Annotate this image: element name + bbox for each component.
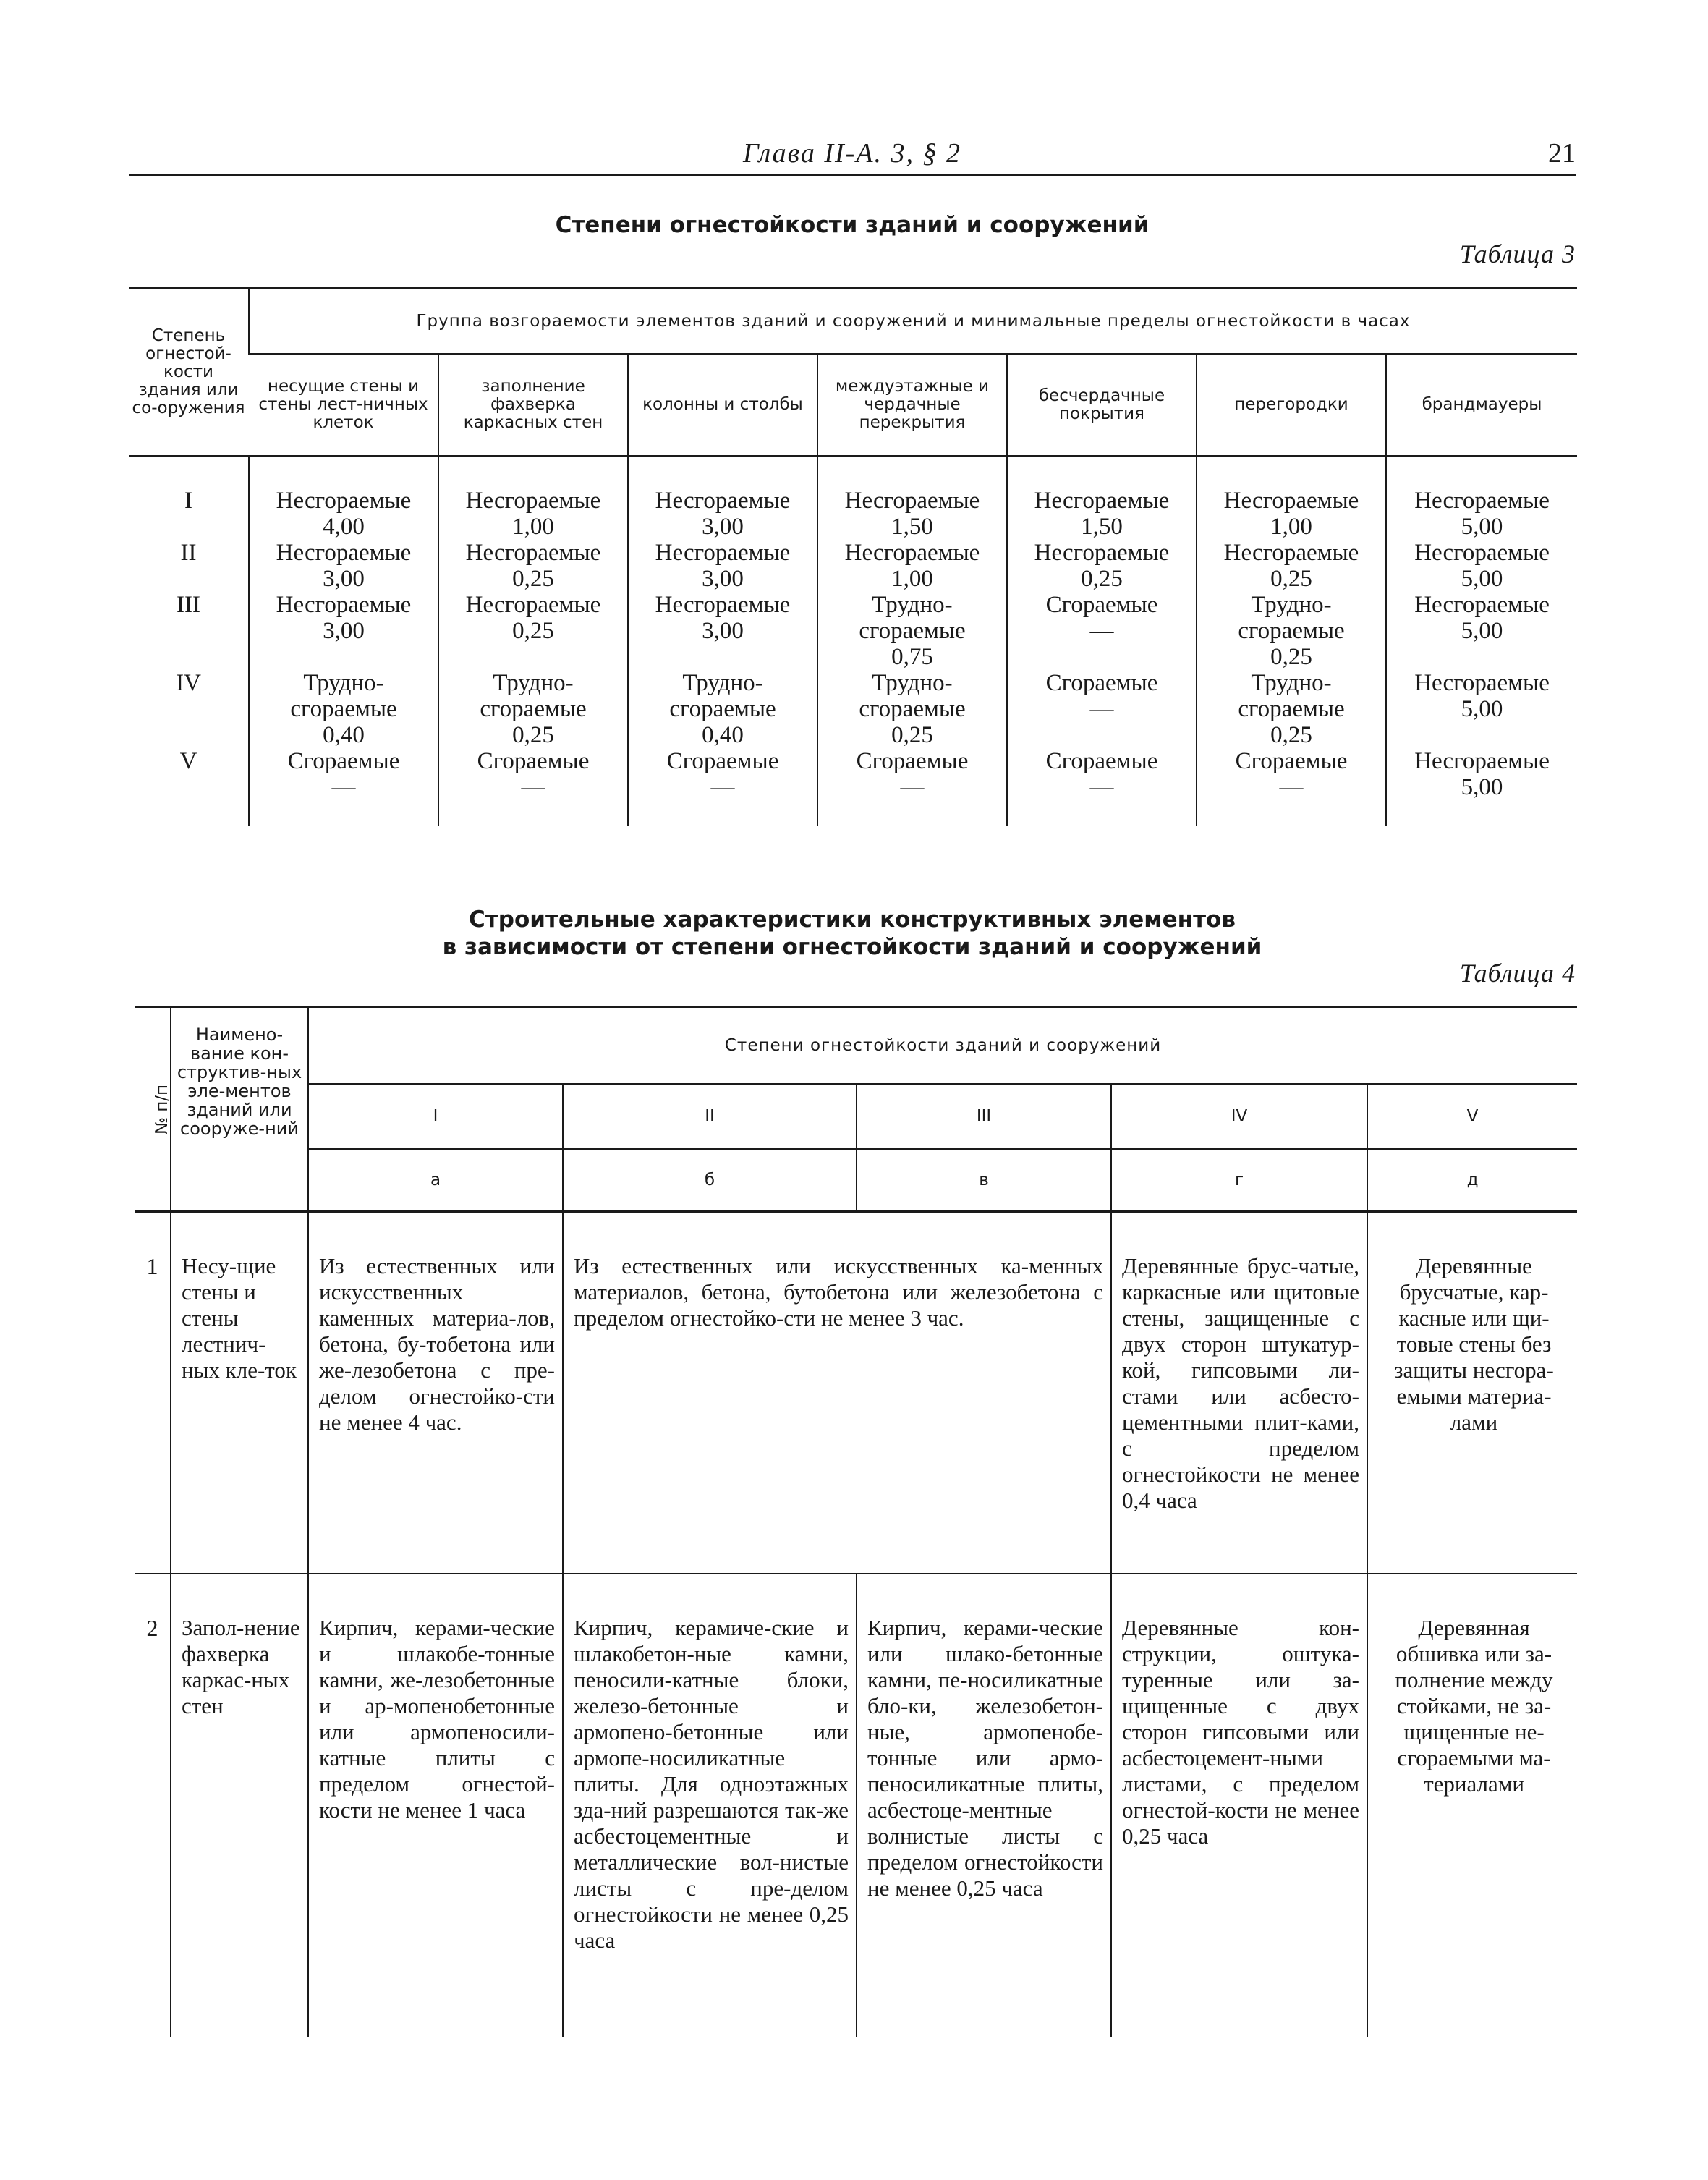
table-row (129, 748, 1577, 826)
table4-letter-header: д (1367, 1149, 1577, 1212)
requirement-cell: Деревянные кон-струкции, оштука-туренные или за-щищенные с двух сторон гипсовыми или асбестоцемент-ными листами, с пределом огнестой-кости не менее 0,25 часа (1111, 1574, 1367, 2037)
requirement-cell: Кирпич, керами-ческие или шлако-бетонные камни, пе-носиликатные бло-ки, железобетон-ные, армопенобе-тонные или армо-пеносиликатные плиты, асбестоце-ментные волнистые листы с пределом огнестойкости не менее 0,25 часа (857, 1574, 1111, 2037)
fire-rating-cell: Несгораемые 1,50 (1007, 457, 1197, 540)
table-row (129, 592, 1577, 670)
table4-degree-header: I (308, 1084, 563, 1149)
fire-rating-cell: Трудно- сгораемые 0,25 (1197, 592, 1386, 670)
table3-body (129, 457, 1577, 827)
table3-column-header: брандмауеры (1386, 354, 1577, 457)
row-number: 1 (135, 1212, 171, 1574)
requirement-cell: Кирпич, керамиче-ские и шлакобетон-ные камни, пеносили-катные блоки, железо-бетонные и армопено-бетонные или армопе-носиликатные плиты. Для одноэтажных зда-ний разрешаются так-же асбестоцементные и металлические вол-нистые листы с пре-делом огнестойкости не менее 0,25 часа (563, 1574, 857, 2037)
table4-letter-header: в (857, 1149, 1111, 1212)
table4-title-line1: Строительные характеристики конструктивных элементов (469, 907, 1236, 933)
requirement-cell: Деревянные брус-чатые, каркасные или щитовые стены, защищенные с двух сторон штукатур-кой, гипсовыми ли-стами или асбесто-цементными плит-ками, с пределом огнестойкости не менее 0,4 часа (1111, 1212, 1367, 1574)
table4-degree-header: IV (1111, 1084, 1367, 1149)
table3-title: Степени огнестойкости зданий и сооружений (555, 212, 1150, 238)
fire-rating-cell: Несгораемые 5,00 (1386, 540, 1577, 592)
fire-rating-cell: Несгораемые 3,00 (249, 540, 438, 592)
fire-rating-cell: Несгораемые 1,00 (1197, 457, 1386, 540)
table4-title (129, 906, 1576, 961)
table4-group-header: Степени огнестойкости зданий и сооружений (308, 1007, 1577, 1085)
fire-degree: I (184, 488, 192, 514)
fire-rating-cell: Несгораемые 0,25 (438, 540, 628, 592)
page-header (129, 137, 1576, 176)
table4-letter-header: а (308, 1149, 563, 1212)
table3-column-header: заполнение фахверка каркасных стен (438, 354, 628, 457)
fire-rating-cell: Трудно- сгораемые 0,25 (1197, 670, 1386, 748)
table3-column-header: бесчердачные покрытия (1007, 354, 1197, 457)
fire-rating-cell: Несгораемые 0,25 (1007, 540, 1197, 592)
table3-label: Таблица 3 (1459, 239, 1576, 268)
table4-number-header: № п/п (135, 1007, 171, 1212)
fire-rating-cell: Несгораемые 3,00 (628, 592, 817, 670)
fire-rating-cell: Несгораемые 1,50 (817, 457, 1007, 540)
fire-rating-cell: Трудно- сгораемые 0,25 (817, 670, 1007, 748)
table4-label: Таблица 4 (1459, 959, 1576, 988)
table-row (135, 1574, 1577, 2037)
table4-letter-header: б (563, 1149, 857, 1212)
table4-title-line2: в зависимости от степени огнестойкости зданий и сооружений (442, 934, 1262, 960)
fire-rating-cell: Сгораемые — (817, 748, 1007, 826)
requirement-cell: Деревянные брусчатые, кар-касные или щи-товые стены без защиты несгора-емыми материа-лами (1367, 1212, 1577, 1574)
fire-rating-cell: Несгораемые 1,00 (438, 457, 628, 540)
fire-rating-cell: Несгораемые 5,00 (1386, 457, 1577, 540)
table3-degree-header: Степень огнестой-кости здания или со-оружения (129, 289, 249, 457)
fire-degree: III (177, 592, 200, 618)
requirement-cell: Из естественных или искусственных каменных материа-лов, бетона, бу-тобетона или же-лезобетона с пре-делом огнестойко-сти не менее 4 час. (308, 1212, 563, 1574)
fire-rating-cell: Несгораемые 3,00 (249, 592, 438, 670)
row-number: 2 (135, 1574, 171, 2037)
table4-degree-header: III (857, 1084, 1111, 1149)
table3 (129, 287, 1577, 826)
fire-rating-cell: Трудно- сгораемые 0,40 (628, 670, 817, 748)
table3-column-header: междуэтажные и чердачные перекрытия (817, 354, 1007, 457)
table-row (135, 1212, 1577, 1574)
fire-degree: V (179, 748, 197, 774)
chapter-title: Глава II-А. 3, § 2 (742, 138, 962, 169)
table3-column-header: перегородки (1197, 354, 1386, 457)
fire-rating-cell: Сгораемые — (249, 748, 438, 826)
table-row (129, 457, 1577, 540)
fire-degree: IV (176, 670, 201, 696)
fire-rating-cell: Сгораемые — (628, 748, 817, 826)
fire-rating-cell: Сгораемые — (1007, 670, 1197, 748)
table-row (129, 670, 1577, 748)
requirement-cell: Деревянная обшивка или за-полнение между стойками, не за-щищенные не-сгораемыми ма-териалами (1367, 1574, 1577, 2037)
fire-rating-cell: Несгораемые 1,00 (817, 540, 1007, 592)
table-row (129, 540, 1577, 592)
table3-column-header: колонны и столбы (628, 354, 817, 457)
fire-rating-cell: Трудно- сгораемые 0,40 (249, 670, 438, 748)
table3-group-header: Группа возгораемости элементов зданий и сооружений и минимальные пределы огнестойкости в часах (249, 289, 1577, 355)
fire-rating-cell: Сгораемые — (1007, 592, 1197, 670)
page-number: 21 (1548, 138, 1576, 169)
table4-degree-header: V (1367, 1084, 1577, 1149)
fire-rating-cell: Несгораемые 4,00 (249, 457, 438, 540)
table4 (135, 1006, 1577, 2037)
fire-rating-cell: Несгораемые 3,00 (628, 540, 817, 592)
fire-rating-cell: Несгораемые 3,00 (628, 457, 817, 540)
fire-rating-cell: Трудно- сгораемые 0,75 (817, 592, 1007, 670)
fire-rating-cell: Сгораемые — (1007, 748, 1197, 826)
requirement-cell: Из естественных или искусственных ка-менных материалов, бетона, бутобетона или железобетона с пределом огнестойко-сти не менее 3 час. (563, 1212, 1111, 1574)
fire-degree: II (180, 540, 197, 566)
fire-rating-cell: Трудно- сгораемые 0,25 (438, 670, 628, 748)
fire-rating-cell: Несгораемые 0,25 (1197, 540, 1386, 592)
fire-rating-cell: Сгораемые — (438, 748, 628, 826)
table4-degree-header: II (563, 1084, 857, 1149)
fire-rating-cell: Несгораемые 5,00 (1386, 670, 1577, 748)
requirement-cell: Кирпич, керами-ческие и шлакобе-тонные камни, же-лезобетонные и ар-мопенобетонные или армопеносили-катные плиты с пределом огнестой-кости не менее 1 часа (308, 1574, 563, 2037)
fire-rating-cell: Сгораемые — (1197, 748, 1386, 826)
table4-letter-header: г (1111, 1149, 1367, 1212)
table4-name-header: Наимено-вание кон-структив-ных эле-ментов зданий или сооруже-ний (171, 1007, 308, 1212)
table3-column-header: несущие стены и стены лест-ничных клеток (249, 354, 438, 457)
element-name: Запол-нение фахверка каркас-ных стен (171, 1574, 308, 2037)
element-name: Несу-щие стены и стены лестнич-ных кле-ток (171, 1212, 308, 1574)
fire-rating-cell: Несгораемые 0,25 (438, 592, 628, 670)
fire-rating-cell: Несгораемые 5,00 (1386, 592, 1577, 670)
fire-rating-cell: Несгораемые 5,00 (1386, 748, 1577, 826)
